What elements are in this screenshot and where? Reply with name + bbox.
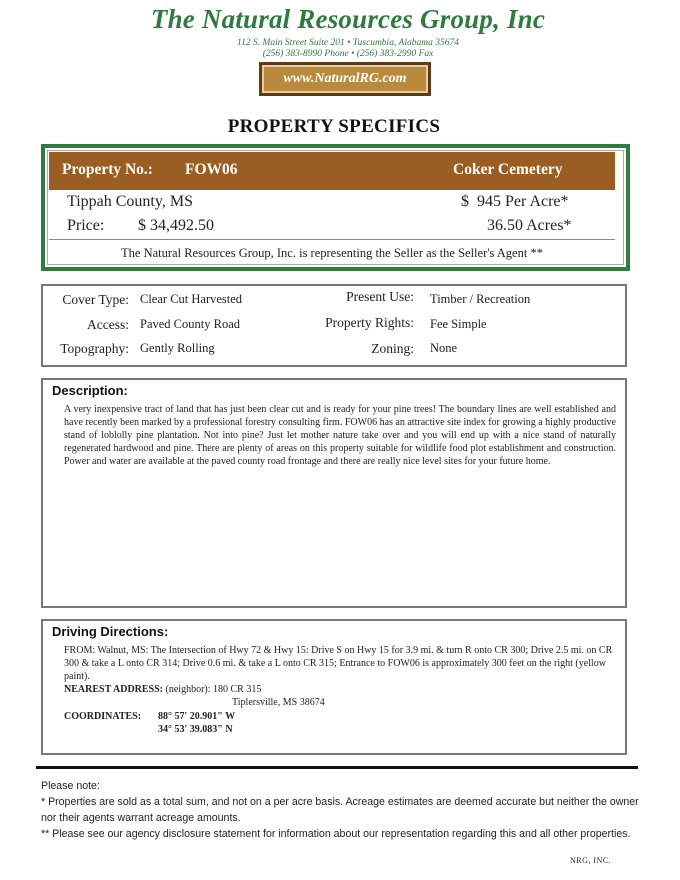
nearest-address-value: (neighbor): 180 CR 315 xyxy=(165,684,262,695)
coordinates-label: COORDINATES: xyxy=(64,711,142,722)
footer-notes xyxy=(41,778,641,842)
property-no-value: FOW06 xyxy=(185,161,238,178)
nearest-address-label: NEAREST ADDRESS: xyxy=(64,684,164,695)
description-text: A very inexpensive tract of land that has just been clear cut and is ready for your pine trees! The boundary lines are well established and have recently been marked by a professional forestry consulting firm. FOW06 has an attractive site index for growing a highly productive stand of loblolly pine plantation. Not into pine? Just let mother nature take over and you will end up with a nice stand of naturally regenerated hardwood and pine. There are plenty of areas on this property suitable for wildlife food plot establishment and construction. Power and water are available at the paved county road frontage and there are really nice level sites for your future home. xyxy=(64,404,616,467)
zoning-value: None xyxy=(430,341,458,355)
zoning-label: Zoning: xyxy=(371,341,414,356)
cover-type-label: Cover Type: xyxy=(62,292,129,307)
page-title: PROPERTY SPECIFICS xyxy=(227,116,441,137)
cover-type-value: Clear Cut Harvested xyxy=(140,292,243,306)
county: Tippah County, MS xyxy=(67,193,193,210)
company-address xyxy=(0,38,680,60)
company-name: The Natural Resources Group, Inc xyxy=(150,4,546,34)
property-rights-label: Property Rights: xyxy=(325,315,414,330)
agent-note: The Natural Resources Group, Inc. is representing the Seller as the Seller's Agent ** xyxy=(121,246,543,260)
note-agency: ** Please see our agency disclosure statement for information about our representation regarding this and all other properties. xyxy=(41,828,631,840)
city-line: Tiplersville, MS 38674 xyxy=(232,697,325,708)
access-label: Access: xyxy=(87,317,129,332)
coordinates-latitude: 34° 53' 39.083" N xyxy=(158,724,233,735)
property-name: Coker Cemetery xyxy=(453,161,563,178)
divider xyxy=(49,239,615,240)
price-value: $ 34,492.50 xyxy=(138,217,214,234)
coordinates-longitude: 88° 57' 20.901" W xyxy=(158,711,236,722)
present-use-value: Timber / Recreation xyxy=(430,292,531,306)
description-heading: Description: xyxy=(52,383,128,398)
directions-heading: Driving Directions: xyxy=(52,624,169,639)
note-heading: Please note: xyxy=(41,780,100,792)
footer-signature: NRG, INC. xyxy=(570,856,612,865)
website-label: www.NaturalRG.com xyxy=(283,71,407,86)
present-use-label: Present Use: xyxy=(346,289,414,304)
topography-value: Gently Rolling xyxy=(140,341,215,355)
nearest-address xyxy=(64,683,261,696)
note-acreage: * Properties are sold as a total sum, and not on a per acre basis. Acreage estimates are deemed accurate but neither the owner nor their agents warrant acreage amounts. xyxy=(41,796,639,824)
footer-rule xyxy=(36,766,638,769)
topography-label: Topography: xyxy=(60,341,129,356)
access-value: Paved County Road xyxy=(140,317,240,331)
property-no-label: Property No.: xyxy=(62,161,153,178)
address-line: 112 S. Main Street Suite 201 • Tuscumbia, Alabama 35674 xyxy=(237,38,459,48)
website-button[interactable] xyxy=(259,62,431,96)
property-rights-value: Fee Simple xyxy=(430,317,487,331)
price-per-acre: $ 945 Per Acre* xyxy=(461,193,569,210)
phone-line: (256) 383-8990 Phone • (256) 383-2990 Fax xyxy=(262,49,434,59)
directions-text: FROM: Walnut, MS: The Intersection of Hwy 72 & Hwy 15: Drive S on Hwy 15 for 3.9 mi. & turn R onto CR 300; Drive 2.5 mi. on CR 300 & take a L onto CR 314; Drive 0.6 mi. & take a L onto CR 315; Entrance to FOW06 is approximately 300 feet on the right (yellow paint). xyxy=(64,645,613,682)
price-label: Price: xyxy=(67,217,105,234)
acreage: 36.50 Acres* xyxy=(487,217,572,234)
